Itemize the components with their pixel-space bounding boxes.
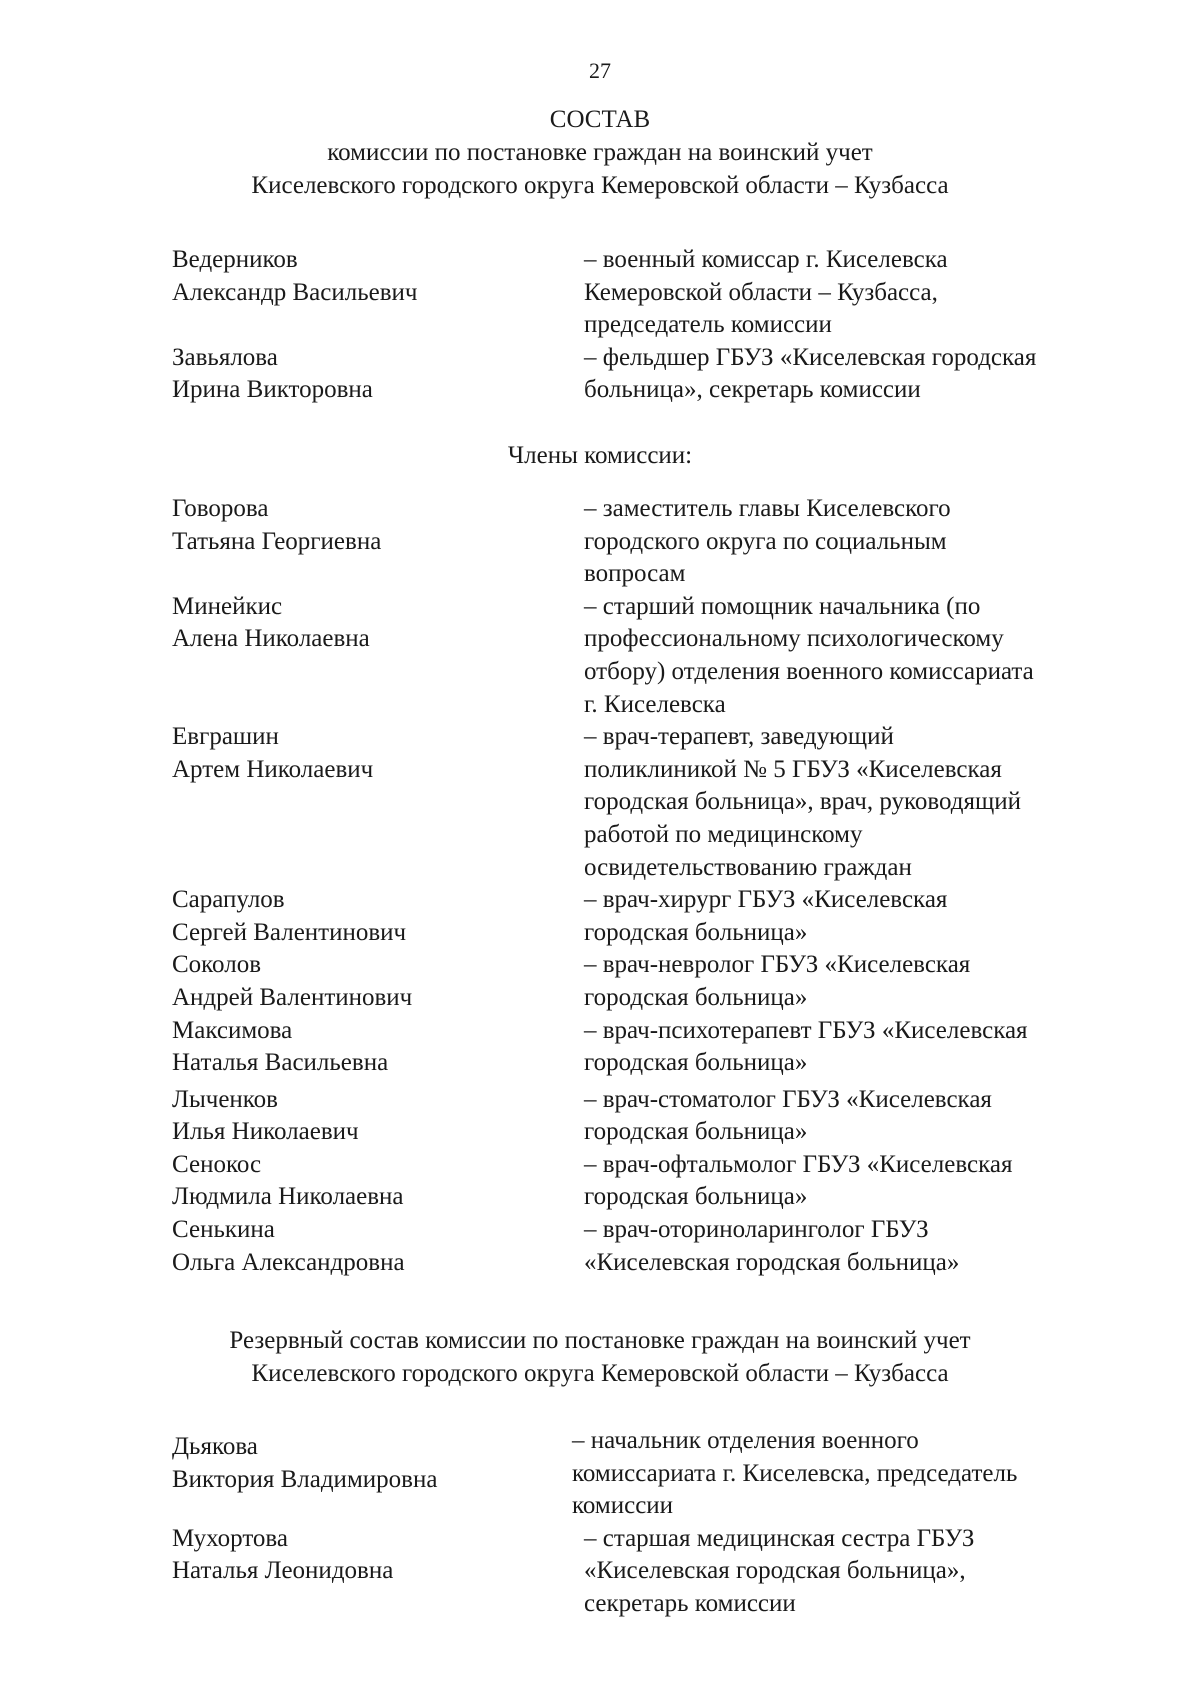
position-line: председатель комиссии — [584, 311, 832, 339]
position-line: – военный комиссар г. Киселевска — [584, 246, 948, 273]
person-name — [172, 342, 584, 407]
position-description — [584, 1523, 1122, 1621]
surname: Мухортова — [172, 1524, 288, 1552]
heading-subtitle-line: Киселевского городского округа Кемеровской области – Кузбасса — [251, 172, 949, 199]
members-heading-text: Члены комиссии: — [507, 442, 693, 469]
list-item — [172, 1084, 1122, 1149]
list-item — [172, 1015, 1122, 1080]
surname: Сарапулов — [172, 886, 285, 914]
surname: Ведерников — [172, 246, 298, 273]
position-line: – фельдшер ГБУЗ «Киселевская городская — [584, 343, 1037, 371]
members-list — [172, 493, 1122, 1279]
given-name: Сергей Валентинович — [172, 918, 407, 946]
list-item — [172, 342, 1122, 407]
reserve-heading-line: Резервный состав комиссии по постановке граждан на воинский учет — [229, 1327, 971, 1354]
position-description — [584, 591, 1122, 721]
list-item — [172, 1214, 1122, 1279]
position-line: – врач-хирург ГБУЗ «Киселевская — [584, 886, 948, 914]
person-name — [172, 1149, 584, 1214]
position-line: секретарь комиссии — [584, 1589, 796, 1617]
position-line: городская больница», врач, руководящий — [584, 788, 1021, 816]
position-description — [584, 1149, 1122, 1214]
surname: Минейкис — [172, 592, 283, 620]
position-line: – врач-офтальмолог ГБУЗ «Киселевская — [584, 1150, 1013, 1178]
surname: Сенокос — [172, 1150, 262, 1178]
person-name — [172, 1523, 584, 1621]
reserve-list — [172, 1425, 1122, 1621]
person-name — [172, 949, 584, 1014]
position-description — [584, 884, 1122, 949]
given-name: Ольга Александровна — [172, 1248, 405, 1276]
given-name: Наталья Леонидовна — [172, 1557, 394, 1585]
list-item — [172, 1523, 1122, 1621]
list-item — [172, 949, 1122, 1014]
position-description — [584, 721, 1122, 884]
list-item — [172, 244, 1122, 342]
position-line: освидетельствованию граждан — [584, 853, 912, 881]
person-name — [172, 493, 584, 591]
person-name — [172, 1015, 584, 1080]
position-line: городская больница» — [584, 983, 808, 1011]
person-name — [172, 244, 584, 342]
given-name: Александр Васильевич — [172, 278, 418, 306]
position-line: – старшая медицинская сестра ГБУЗ — [584, 1524, 975, 1552]
surname: Сенькина — [172, 1216, 275, 1244]
given-name: Алена Николаевна — [172, 625, 370, 653]
person-name — [172, 1425, 584, 1523]
given-name: Ирина Викторовна — [172, 376, 373, 404]
position-line: – заместитель главы Киселевского — [584, 495, 951, 522]
position-line: вопросам — [584, 560, 686, 588]
position-line: городская больница» — [584, 1183, 808, 1211]
position-line: комиссариата г. Киселевска, председатель — [572, 1459, 1018, 1487]
surname: Соколов — [172, 951, 262, 979]
position-description — [572, 1425, 1122, 1523]
given-name: Виктория Владимировна — [172, 1465, 438, 1493]
members-heading — [0, 439, 1200, 472]
surname: Дьякова — [172, 1433, 258, 1460]
person-name — [172, 591, 584, 721]
list-item — [172, 1425, 1122, 1523]
position-line: профессиональному психологическому — [584, 625, 1004, 653]
position-description — [584, 342, 1122, 407]
person-name — [172, 1084, 584, 1149]
position-line: – врач-терапевт, заведующий — [584, 723, 894, 751]
position-line: Кемеровской области – Кузбасса, — [584, 278, 938, 306]
position-description — [584, 493, 1122, 591]
position-line: «Киселевская городская больница» — [584, 1248, 960, 1276]
given-name: Илья Николаевич — [172, 1118, 359, 1146]
position-line: городского округа по социальным — [584, 527, 947, 555]
list-item — [172, 493, 1122, 591]
leadership-list — [172, 244, 1122, 407]
page-number: 27 — [589, 58, 611, 83]
given-name: Артем Николаевич — [172, 755, 374, 783]
position-description — [584, 1015, 1122, 1080]
position-line: комиссии — [572, 1492, 674, 1520]
heading-title: СОСТАВ — [549, 106, 651, 133]
list-item — [172, 591, 1122, 721]
document-heading — [0, 103, 1200, 202]
reserve-heading — [0, 1324, 1200, 1390]
position-line: г. Киселевска — [584, 690, 726, 718]
position-line: работой по медицинскому — [584, 820, 863, 848]
position-description — [584, 244, 1122, 342]
list-item — [172, 721, 1122, 884]
surname: Говорова — [172, 495, 269, 522]
position-line: – старший помощник начальника (по — [584, 592, 981, 620]
position-line: поликлиникой № 5 ГБУЗ «Киселевская — [584, 755, 1002, 783]
position-line: – врач-психотерапевт ГБУЗ «Киселевская — [584, 1016, 1028, 1044]
surname: Завьялова — [172, 343, 278, 371]
person-name — [172, 884, 584, 949]
person-name — [172, 1214, 584, 1279]
position-line: – врач-оториноларинголог ГБУЗ — [584, 1216, 929, 1244]
person-name — [172, 721, 584, 884]
surname: Максимова — [172, 1016, 293, 1044]
heading-subtitle-line: комиссии по постановке граждан на воинский учет — [327, 139, 873, 166]
given-name: Людмила Николаевна — [172, 1183, 404, 1211]
position-description — [584, 949, 1122, 1014]
position-description — [584, 1214, 1122, 1279]
position-description — [584, 1084, 1122, 1149]
position-line: отбору) отделения военного комиссариата — [584, 657, 1034, 685]
position-line: – врач-невролог ГБУЗ «Киселевская — [584, 951, 971, 979]
list-item — [172, 884, 1122, 949]
given-name: Татьяна Георгиевна — [172, 527, 382, 555]
surname: Евграшин — [172, 723, 279, 751]
position-line: – врач-стоматолог ГБУЗ «Киселевская — [584, 1085, 992, 1113]
reserve-heading-line: Киселевского городского округа Кемеровской области – Кузбасса — [251, 1360, 949, 1387]
position-line: городская больница» — [584, 1118, 808, 1146]
surname: Лыченков — [172, 1085, 278, 1113]
position-line: больница», секретарь комиссии — [584, 376, 921, 404]
position-line: «Киселевская городская больница», — [584, 1557, 966, 1585]
position-line: городская больница» — [584, 1049, 808, 1077]
given-name: Андрей Валентинович — [172, 983, 413, 1011]
list-item — [172, 1149, 1122, 1214]
position-line: городская больница» — [584, 918, 808, 946]
given-name: Наталья Васильевна — [172, 1049, 389, 1077]
position-line: – начальник отделения военного — [572, 1427, 919, 1454]
